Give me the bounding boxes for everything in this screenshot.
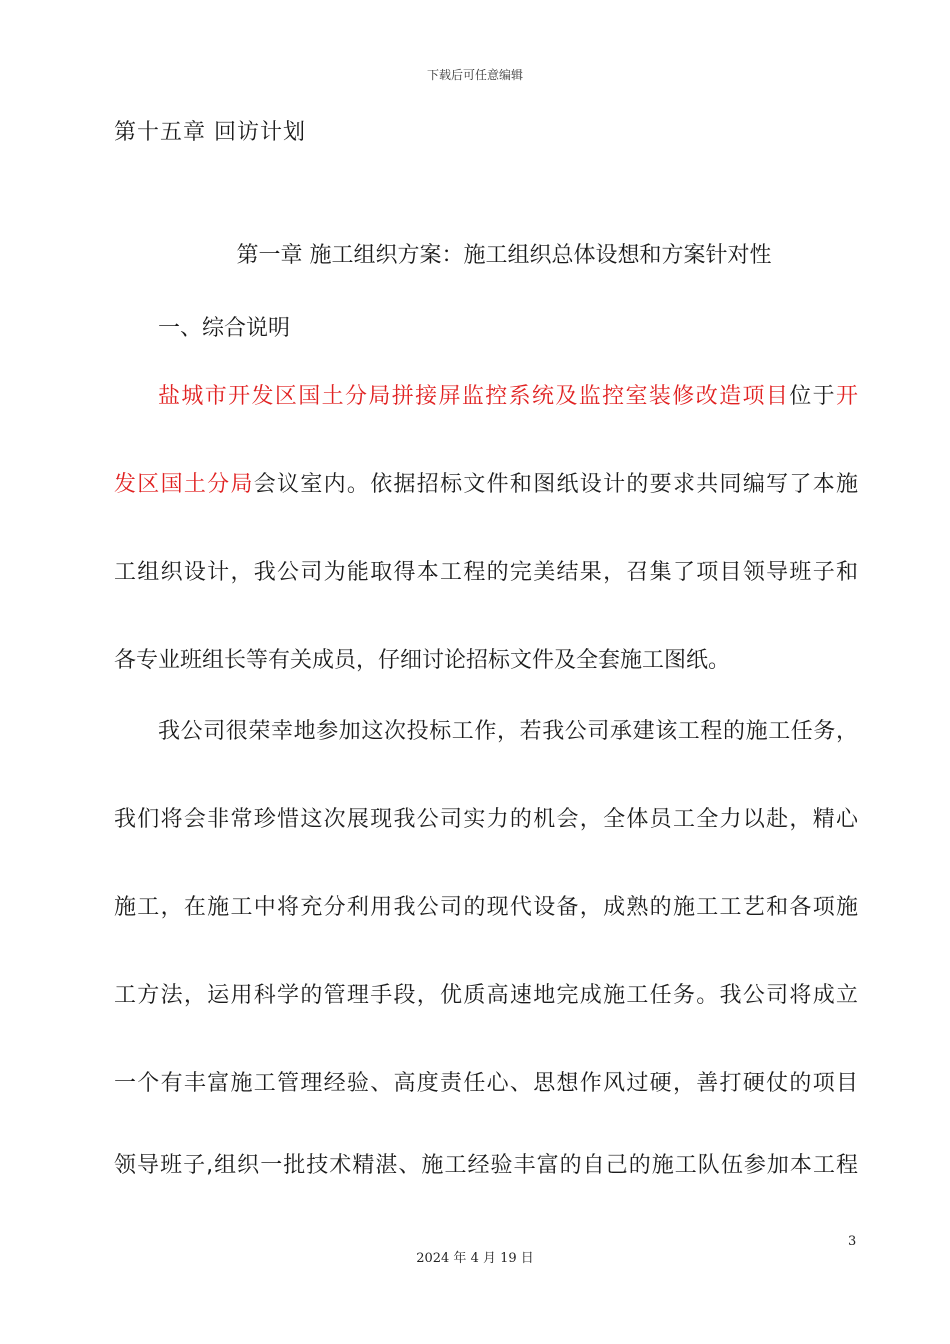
chapter-15-title: 第十五章 回访计划 (114, 120, 306, 145)
paragraph-1-line-1-text: 位于 (789, 384, 836, 409)
paragraph-2-line-6: 领导班子,组织一批技术精湛、施工经验丰富的自己的施工队伍参加本工程 (114, 1153, 858, 1178)
paragraph-2-line-5: 一个有丰富施工管理经验、高度责任心、思想作风过硬，善打硬仗的项目 (114, 1071, 858, 1096)
chapter-1-title: 第一章 施工组织方案：施工组织总体设想和方案针对性 (236, 243, 772, 268)
paragraph-2-line-2: 我们将会非常珍惜这次展现我公司实力的机会，全体员工全力以赴，精心 (114, 807, 858, 832)
paragraph-1-line-4: 各专业班组长等有关成员，仔细讨论招标文件及全套施工图纸。 (114, 648, 731, 673)
project-name-highlight: 盐城市开发区国土分局拼接屏监控系统及监控室装修改造项目 (158, 384, 790, 409)
paragraph-1-line-1 (158, 381, 858, 413)
page-footer-date: 2024 年 4 月 19 日 (416, 1251, 534, 1266)
paragraph-1-line-2 (114, 469, 858, 501)
paragraph-2-line-4: 工方法，运用科学的管理手段，优质高速地完成施工任务。我公司将成立 (114, 983, 858, 1008)
location-highlight-start: 开 (835, 384, 858, 409)
page-header: 下载后可任意编辑 (426, 68, 523, 82)
location-highlight-end: 发区国土分局 (114, 472, 254, 497)
paragraph-2-line-3: 施工，在施工中将充分利用我公司的现代设备，成熟的施工工艺和各项施 (114, 895, 858, 920)
paragraph-1-line-3: 工组织设计，我公司为能取得本工程的完美结果，召集了项目领导班子和 (114, 560, 858, 585)
paragraph-1-line-2-text: 会议室内。依据招标文件和图纸设计的要求共同编写了本施 (253, 472, 858, 497)
page-number: 3 (848, 1234, 857, 1249)
paragraph-2-line-1: 我公司很荣幸地参加这次投标工作，若我公司承建该工程的施工任务， (158, 719, 858, 744)
section-1-title: 一、综合说明 (158, 316, 291, 341)
